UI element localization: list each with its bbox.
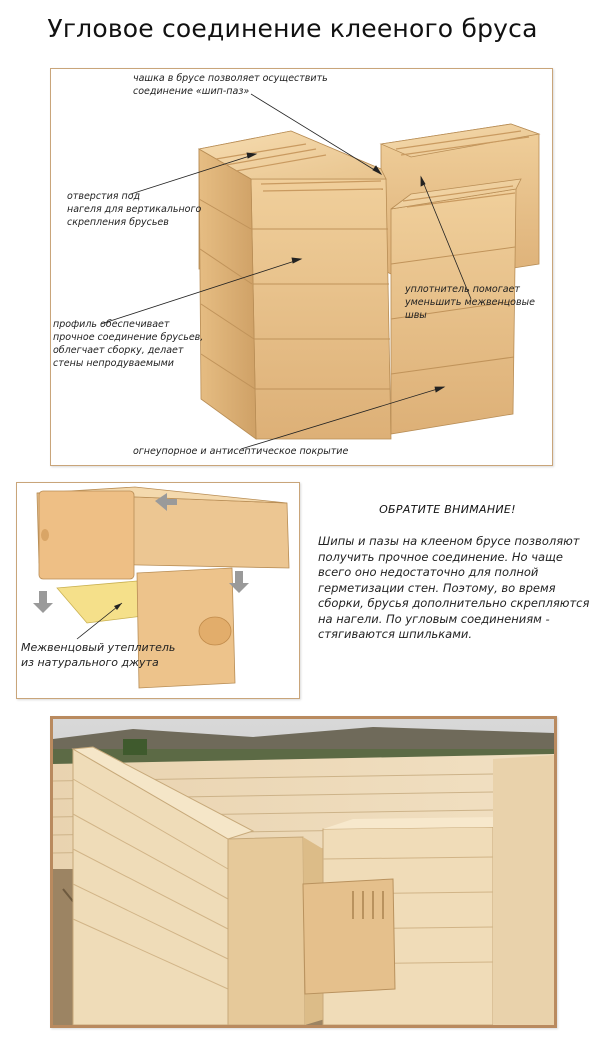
corner-joint-illustration: [51, 69, 552, 465]
jute-label-line: Межвенцовый утеплитель: [21, 641, 176, 654]
holes-label: [67, 190, 201, 229]
note-title: ОБРАТИТЕ ВНИМАНИЕ!: [379, 503, 516, 516]
note-body: Шипы и пазы на клееном брусе позволяют получить прочное соединение. Но чаще всего оно недостаточно для полной герметизации стен. Поэтому, во время сборки, брусья дополнительно скрепляются на нагели. По угловым соединениям - стягиваются шпильками.: [318, 534, 590, 641]
sealant-label-line: уменьшить межвенцовые: [405, 297, 535, 308]
profile-label-line: стены непродуваемыми: [53, 358, 174, 369]
construction-photo: [50, 716, 557, 1028]
sealant-label-line: швы: [405, 310, 427, 321]
coating-label: огнеупорное и антисептическое покрытие: [133, 446, 349, 457]
jute-label-line: из натурального джута: [21, 656, 159, 669]
cup-label-line: соединение «шип-паз»: [133, 86, 250, 97]
holes-label-line: скрепления брусьев: [67, 217, 169, 228]
cup-label: [133, 72, 328, 98]
page-title: Угловое соединение клееного бруса: [47, 14, 538, 43]
sealant-label-line: уплотнитель помогает: [405, 284, 520, 295]
profile-label: [53, 318, 203, 370]
jute-label: [21, 640, 175, 670]
holes-label-line: нагеля для вертикального: [67, 204, 202, 215]
holes-label-line: отверстия под: [67, 191, 141, 202]
construction-scene: [53, 719, 554, 1025]
cup-label-line: чашка в брусе позволяет осуществить: [133, 73, 328, 84]
profile-label-line: облегчает сборку, делает: [53, 345, 184, 356]
profile-label-line: профиль обеспечивает: [53, 319, 170, 330]
profile-label-line: прочное соединение брусьев,: [53, 332, 204, 343]
sealant-label: [405, 283, 535, 322]
corner-joint-diagram: [50, 68, 553, 466]
